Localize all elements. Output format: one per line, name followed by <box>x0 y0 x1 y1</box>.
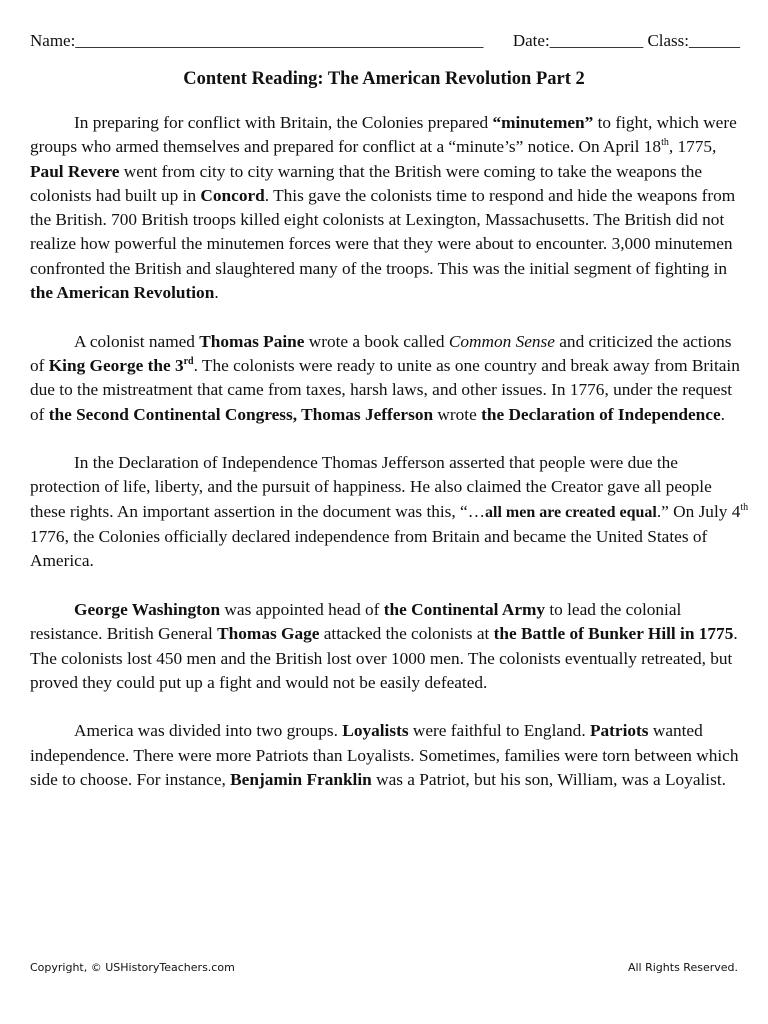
date-blank[interactable]: ___________ <box>549 31 644 50</box>
class-label: Class: <box>647 31 689 50</box>
name-label: Name: <box>30 31 76 50</box>
paragraph-2: A colonist named Thomas Paine wrote a book called Common Sense and criticized the actions of King George the 3rd. The colonists were ready to unite as one country and break away from Britain due to the mistreatment that came from taxes, harsh laws, and other issues. In 1776, under the request of the Second Continental Congress, Thomas Jefferson wrote the Declaration of Independence. <box>30 331 740 424</box>
term-patriots: Patriots <box>589 721 649 741</box>
date-class-fields <box>513 30 740 52</box>
paragraph-3: In the Declaration of Independence Thomas Jefferson asserted that people were due the protection of life, liberty, and the pursuit of happiness. He also claimed the Creator gave all people these rights. An important assertion in the document was this, “…all men are created equal.” On July 4th 1776, the Colonies officially declared independence from Britain and became the United States of America. <box>30 453 749 571</box>
name-blank[interactable]: ________________________________________________ <box>75 31 484 50</box>
paragraph-1: In preparing for conflict with Britain, the Colonies prepared “minutemen” to fight, which were groups who armed themselves and prepared for conflict at a “minute’s” notice. On April 18th, 1775, Paul Revere went from city to city warning that the British were coming to take the weapons the colonists had built up in Concord. This gave the colonists time to respond and hide the weapons from the British. 700 British troops killed eight colonists at Lexington, Massachusetts. The British did not realize how powerful the minutemen forces were that they were about to encounter. 3,000 minutemen confronted the British and slaughtered many of the troops. This was the initial segment of fighting in the American Revolution. <box>30 113 737 303</box>
copyright-notice: Copyright, © USHistoryTeachers.com <box>30 961 235 974</box>
term-george-washington: George Washington <box>74 599 221 619</box>
term-declaration-of-independence: the Declaration of Independence <box>481 404 721 424</box>
name-field[interactable] <box>30 30 483 52</box>
paragraph-5: America was divided into two groups. Loyalists were faithful to England. Patriots wanted independence. There were more Patriots than Loyalists. Sometimes, families were torn between which side to choose. For instance, Benjamin Franklin was a Patriot, but his son, William, was a Loyalist. <box>30 721 739 790</box>
term-king-george: King George the 3 <box>48 355 184 375</box>
date-label: Date: <box>512 31 550 50</box>
paragraph-4: George Washington was appointed head of the Continental Army to lead the colonial resistance. British General Thomas Gage attacked the colonists at the Battle of Bunker Hill in 1775. The colonists lost 450 men and the British lost over 1000 men. The colonists eventually retreated, but proved they could put up a fight and would not be easily defeated. <box>30 599 738 692</box>
term-loyalists: Loyalists <box>342 721 409 741</box>
term-benjamin-franklin: Benjamin Franklin <box>230 770 372 790</box>
term-bunker-hill: the Battle of Bunker Hill in 1775 <box>493 624 734 644</box>
term-concord: Concord <box>200 185 265 205</box>
book-title-common-sense: Common Sense <box>448 331 555 351</box>
term-second-continental-congress: the Second Continental Congress, Thomas Jefferson <box>48 404 434 424</box>
page-title: Content Reading: The American Revolution Part 2 <box>183 69 585 89</box>
class-blank[interactable]: ______ <box>689 31 740 50</box>
term-paul-revere: Paul Revere <box>30 161 120 181</box>
rights-notice: All Rights Reserved. <box>627 961 738 974</box>
term-thomas-paine: Thomas Paine <box>199 331 305 351</box>
term-american-revolution: the American Revolution <box>30 283 215 303</box>
term-minutemen: “minutemen” <box>492 113 594 132</box>
reading-body <box>30 111 750 817</box>
quote-all-men-equal: all men are created equal <box>485 503 657 521</box>
term-continental-army: the Continental Army <box>383 599 546 619</box>
term-thomas-gage: Thomas Gage <box>217 624 320 644</box>
